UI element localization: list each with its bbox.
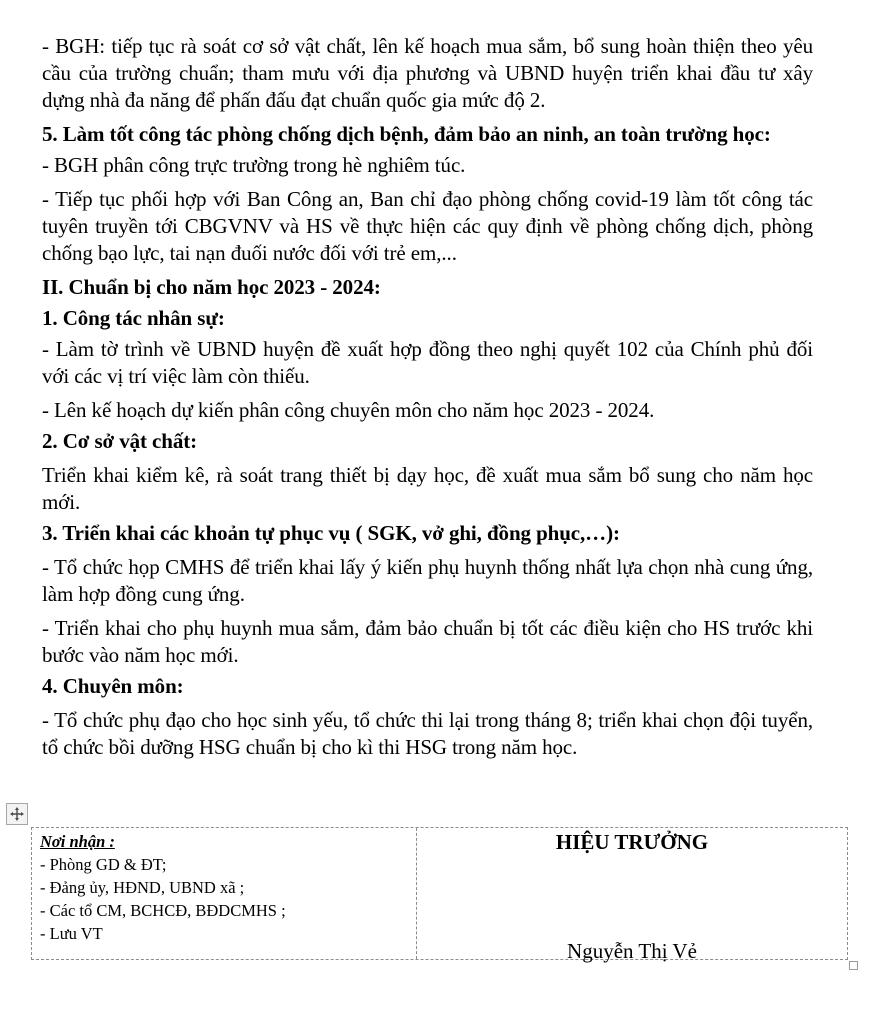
paragraph[interactable]: - Tổ chức họp CMHS để triển khai lấy ý kiến phụ huynh thống nhất lựa chọn nhà cung ứng, làm hợp đồng cung ứng. [42, 555, 813, 606]
resize-handle-icon[interactable] [849, 961, 858, 970]
signature-cell[interactable] [417, 828, 847, 963]
recipient-item: - Các tổ CM, BCHCĐ, BĐDCMHS ; [40, 901, 286, 920]
paragraph[interactable]: - Tiếp tục phối hợp với Ban Công an, Ban chỉ đạo phòng chống covid-19 làm tốt công tác tuyên truyền tới CBGVNV và HS về thực hiện các quy định về phòng chống dịch, phòng chống bạo lực, tai nạn đuối nước đối với trẻ em,... [42, 187, 813, 265]
paragraph[interactable]: Triển khai kiểm kê, rà soát trang thiết bị dạy học, đề xuất mua sắm bổ sung cho năm học mới. [42, 463, 813, 514]
recipients-title: Nơi nhận : [40, 832, 115, 851]
section-heading[interactable]: 1. Công tác nhân sự: [42, 306, 225, 330]
signature-table [31, 827, 848, 963]
section-heading[interactable]: 3. Triển khai các khoản tự phục vụ ( SGK, vở ghi, đồng phục,…): [42, 521, 620, 545]
paragraph[interactable]: - Làm tờ trình về UBND huyện đề xuất hợp đồng theo nghị quyết 102 của Chính phủ đối với các vị trí việc làm còn thiếu. [42, 337, 813, 388]
signer-name: Nguyễn Thị Vẻ [567, 939, 697, 963]
section-heading[interactable]: 4. Chuyên môn: [42, 674, 184, 698]
recipient-item: - Lưu VT [40, 924, 103, 943]
paragraph[interactable]: - Lên kế hoạch dự kiến phân công chuyên môn cho năm học 2023 - 2024. [42, 398, 655, 422]
paragraph[interactable]: - Triển khai cho phụ huynh mua sắm, đảm bảo chuẩn bị tốt các điều kiện cho HS trước khi bước vào năm học mới. [42, 616, 813, 667]
document-body [42, 33, 813, 768]
signer-title: HIỆU TRƯỞNG [555, 830, 709, 854]
paragraph[interactable]: - BGH: tiếp tục rà soát cơ sở vật chất, lên kế hoạch mua sắm, bổ sung hoàn thiện theo yêu cầu của trường chuẩn; tham mưu với địa phương và UBND huyện triển khai đầu tư xây dựng nhà đa năng để phấn đấu đạt chuẩn quốc gia mức độ 2. [42, 34, 813, 112]
table-move-handle[interactable] [6, 803, 28, 825]
section-heading[interactable]: 2. Cơ sở vật chất: [42, 429, 198, 453]
recipient-item: - Phòng GD & ĐT; [40, 855, 167, 874]
section-heading[interactable]: II. Chuẩn bị cho năm học 2023 - 2024: [42, 275, 381, 299]
recipients-cell[interactable] [32, 828, 417, 959]
recipient-item: - Đảng ủy, HĐND, UBND xã ; [40, 878, 245, 897]
move-arrows-icon [9, 806, 25, 822]
paragraph[interactable]: - BGH phân công trực trường trong hè nghiêm túc. [42, 153, 466, 177]
paragraph[interactable]: - Tổ chức phụ đạo cho học sinh yếu, tổ chức thi lại trong tháng 8; triển khai chọn đội tuyển, tổ chức bồi dưỡng HSG chuẩn bị cho kì thi HSG trong năm học. [42, 708, 813, 759]
section-heading[interactable]: 5. Làm tốt công tác phòng chống dịch bệnh, đảm bảo an ninh, an toàn trường học: [42, 122, 771, 146]
